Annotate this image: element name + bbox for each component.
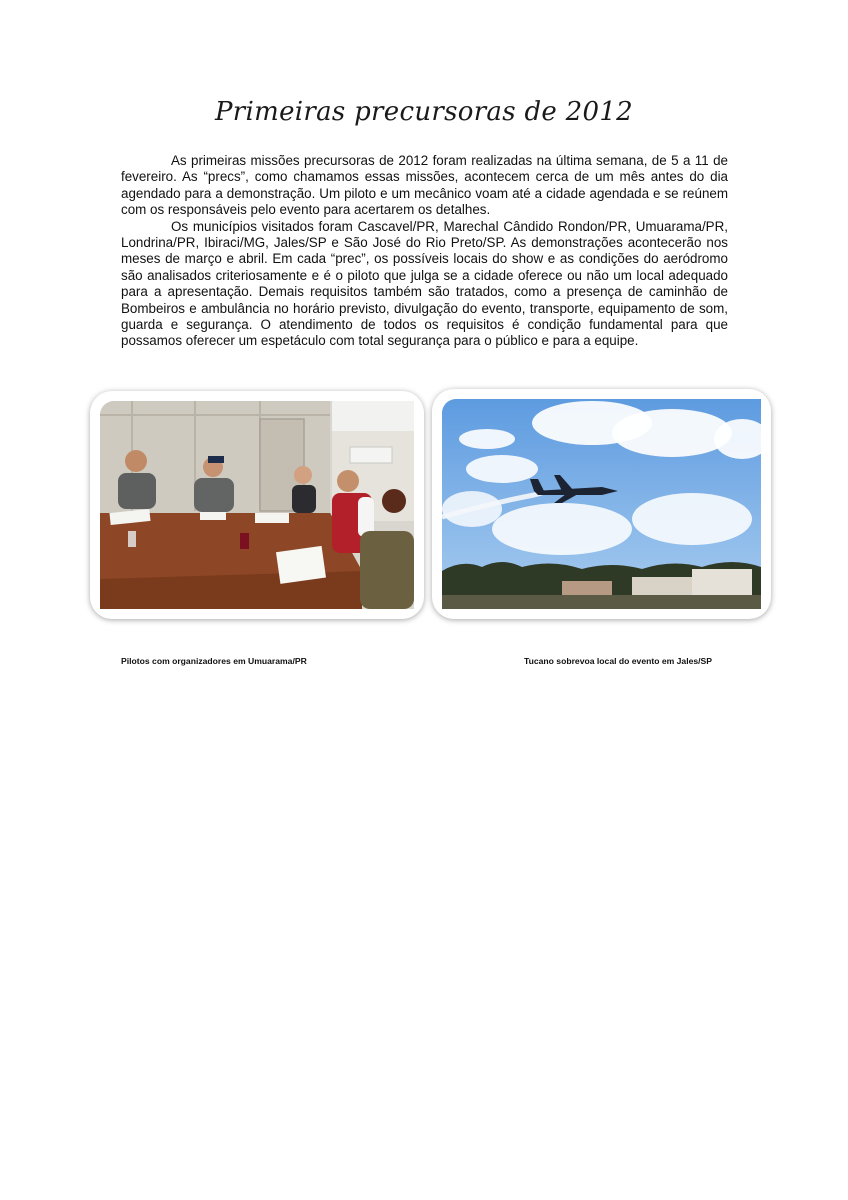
photo-frame-meeting [90,391,424,619]
article-body [121,153,728,350]
meeting-photo [100,401,414,609]
paragraph-2: Os municípios visitados foram Cascavel/PR, Marechal Cândido Rondon/PR, Umuarama/PR, Londrina/PR, Ibiraci/MG, Jales/SP e São José do Rio Preto/SP. As demonstrações acontecerão nos meses de março e abril. Em cada “prec”, os possíveis locais do show e as condições do aeródromo são analisados criteriosamente e é o piloto que julga se a cidade oferece ou não um local adequado para a apresentação. Demais requisitos também são tratados, como a presença de caminhão de Bombeiros e ambulância no horário previsto, divulgação do evento, transporte, equipamento de som, guarda e segurança. O atendimento de todos os requisitos é condição fundamental para que possamos oferecer um espetáculo com total segurança para o público e para a equipe. [121,218,728,349]
paragraph-1: As primeiras missões precursoras de 2012 foram realizadas na última semana, de 5 a 11 de fevereiro. As “precs”, como chamamos essas missões, acontecem cerca de um mês antes do dia agendado para a demonstração. Um piloto e um mecânico voam até a cidade agendada e se reúnem com os responsáveis pelo evento para acertarem os detalhes. [121,153,728,218]
aircraft-photo [442,399,761,609]
page-title: Primeiras precursoras de 2012 [214,97,634,127]
meeting-illustration [100,401,414,609]
photo-frame-aircraft [432,389,771,619]
aircraft-illustration [442,399,761,609]
photo-caption-aircraft: Tucano sobrevoa local do evento em Jales/SP [524,656,713,666]
photo-caption-meeting: Pilotos com organizadores em Umuarama/PR [121,656,307,666]
